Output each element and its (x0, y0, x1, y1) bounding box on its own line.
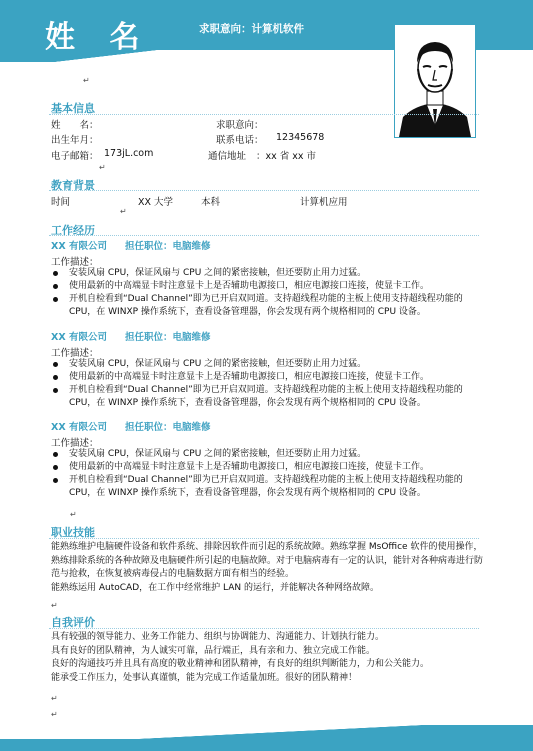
job-heading (51, 329, 228, 343)
bullet-dot-icon (53, 478, 58, 483)
section-title-education: 教育背景 (51, 179, 95, 192)
self-eval-line: 能承受工作压力，处事认真谨慎，能为完成工作适量加班。很好的团队精神！ (51, 672, 358, 683)
section-title-self-eval: 自我评价 (51, 616, 95, 629)
phone-label: 联系电话： (216, 135, 264, 146)
paragraph-mark: ↵ (51, 694, 58, 703)
list-item: 安装风扇 CPU，保证风扇与 CPU 之间的紧密接触，但还要防止用力过猛。 (51, 358, 491, 371)
job-position: 担任职位：电脑维修 (124, 241, 211, 252)
portrait-image (395, 25, 475, 137)
email-value: 173jL.com (104, 148, 154, 159)
name-label: 姓 名： (51, 120, 99, 131)
list-item: 使用最新的中高端显卡时注意显卡上是否辅助电源接口，相应电源接口连接，使显卡工作。 (51, 280, 491, 293)
list-item: 安装风扇 CPU，保证风扇与 CPU 之间的紧密接触，但还要防止用力过猛。 (51, 448, 491, 461)
edu-degree: 本科 (201, 197, 221, 208)
paragraph-mark: ↵ (70, 510, 77, 519)
edu-school: XX 大学 (138, 197, 174, 208)
self-eval-line: 具有较强的领导能力、业务工作能力、组织与协调能力、沟通能力、计划执行能力。 (51, 632, 385, 642)
paragraph-mark: ↵ (51, 710, 58, 719)
paragraph-mark: ↵ (51, 601, 58, 610)
bullet-dot-icon (53, 452, 58, 457)
footer-band-solid (0, 739, 533, 751)
section-rule (49, 190, 479, 191)
section-rule (49, 235, 479, 236)
bullet-dot-icon (53, 271, 58, 276)
list-item: 使用最新的中高端显卡时注意显卡上是否辅助电源接口，相应电源接口连接，使显卡工作。 (51, 461, 491, 474)
list-item: 开机自检看到“Dual Channel”即为已开启双同道。支持超线程功能的主板上使用支持超线程功能的 CPU，在 WINXP 操作系统下，查看设备管理器，你会发现有两个规格相同的 CPU 设备。 (51, 293, 491, 319)
paragraph-mark: ↵ (99, 163, 106, 172)
job-desc-label: 工作描述： (51, 257, 99, 268)
section-rule (49, 114, 479, 115)
job-heading (51, 419, 228, 433)
bullet-dot-icon (53, 388, 58, 393)
job-company: XX 有限公司 (51, 422, 107, 433)
list-item: 使用最新的中高端显卡时注意显卡上是否辅助电源接口，相应电源接口连接，使显卡工作。 (51, 371, 491, 384)
job-intent-header: 求职意向：计算机软件 (199, 23, 304, 35)
section-title-basic: 基本信息 (51, 102, 95, 115)
birth-label: 出生年月： (51, 135, 99, 146)
phone-value: 12345678 (276, 132, 325, 143)
section-rule (49, 628, 479, 629)
job-desc-label: 工作描述： (51, 438, 99, 449)
portrait-photo (394, 24, 476, 138)
list-item: 安装风扇 CPU，保证风扇与 CPU 之间的紧密接触，但还要防止用力过猛。 (51, 267, 491, 280)
edu-major: 计算机应用 (300, 197, 348, 208)
list-item: 开机自检看到“Dual Channel”即为已开启双同道。支持超线程功能的主板上使用支持超线程功能的 CPU，在 WINXP 操作系统下，查看设备管理器，你会发现有两个规格相同的 CPU 设备。 (51, 384, 491, 410)
job-bullet-list (51, 448, 491, 500)
section-rule (49, 538, 479, 539)
edu-time-label: 时间 (51, 197, 71, 208)
job-position: 担任职位：电脑维修 (124, 332, 211, 343)
list-item: 开机自检看到“Dual Channel”即为已开启双同道。支持超线程功能的主板上使用支持超线程功能的 CPU，在 WINXP 操作系统下，查看设备管理器，你会发现有两个规格相同的 CPU 设备。 (51, 474, 491, 500)
bullet-dot-icon (53, 375, 58, 380)
job-position: 担任职位：电脑维修 (124, 422, 211, 433)
paragraph-mark: ↵ (83, 76, 90, 85)
skills-text (51, 541, 483, 595)
email-label: 电子邮箱： (51, 151, 99, 162)
skills-line: 能熟练运用 AutoCAD，在工作中经常维护 LAN 的运行，并能解决各种网络故障。 (51, 582, 379, 593)
bullet-dot-icon (53, 465, 58, 470)
address-label: 通信地址 (208, 151, 247, 162)
intent-label: 求职意向： (216, 120, 264, 131)
resume-name: 姓 名 (45, 20, 152, 55)
job-company: XX 有限公司 (51, 241, 107, 252)
job-bullet-list (51, 267, 491, 319)
bullet-dot-icon (53, 362, 58, 367)
job-desc-label: 工作描述： (51, 348, 99, 359)
skills-line: 能熟练维护电脑硬件设备和软件系统、排除因软件而引起的系统故障。熟练掌握 MsOffice 软件的使用操作，熟练排除系统的各种故障及电脑硬件所引起的电脑故障。对于电脑病毒有一定的认识，能针对各种病毒进行防范与抢救，在恢复被病毒侵占的电脑数据方面有相当的经验。 (51, 542, 484, 579)
section-title-work: 工作经历 (51, 224, 95, 237)
job-company: XX 有限公司 (51, 332, 107, 343)
self-eval-line: 具有良好的团队精神，为人诚实可靠，品行端正，具有亲和力、独立完成工作能。 (51, 645, 376, 656)
job-heading (51, 238, 228, 252)
self-eval-line: 良好的沟通技巧并且具有高度的敬业精神和团队精神，有良好的组织判断能力，力和公关能力。 (51, 659, 430, 669)
self-eval-text (51, 631, 483, 685)
address-value: ：xx 省 xx 市 (256, 151, 317, 162)
paragraph-mark: ↵ (120, 207, 127, 216)
bullet-dot-icon (53, 284, 58, 289)
bullet-dot-icon (53, 297, 58, 302)
section-title-skills: 职业技能 (51, 526, 95, 539)
job-bullet-list (51, 358, 491, 410)
